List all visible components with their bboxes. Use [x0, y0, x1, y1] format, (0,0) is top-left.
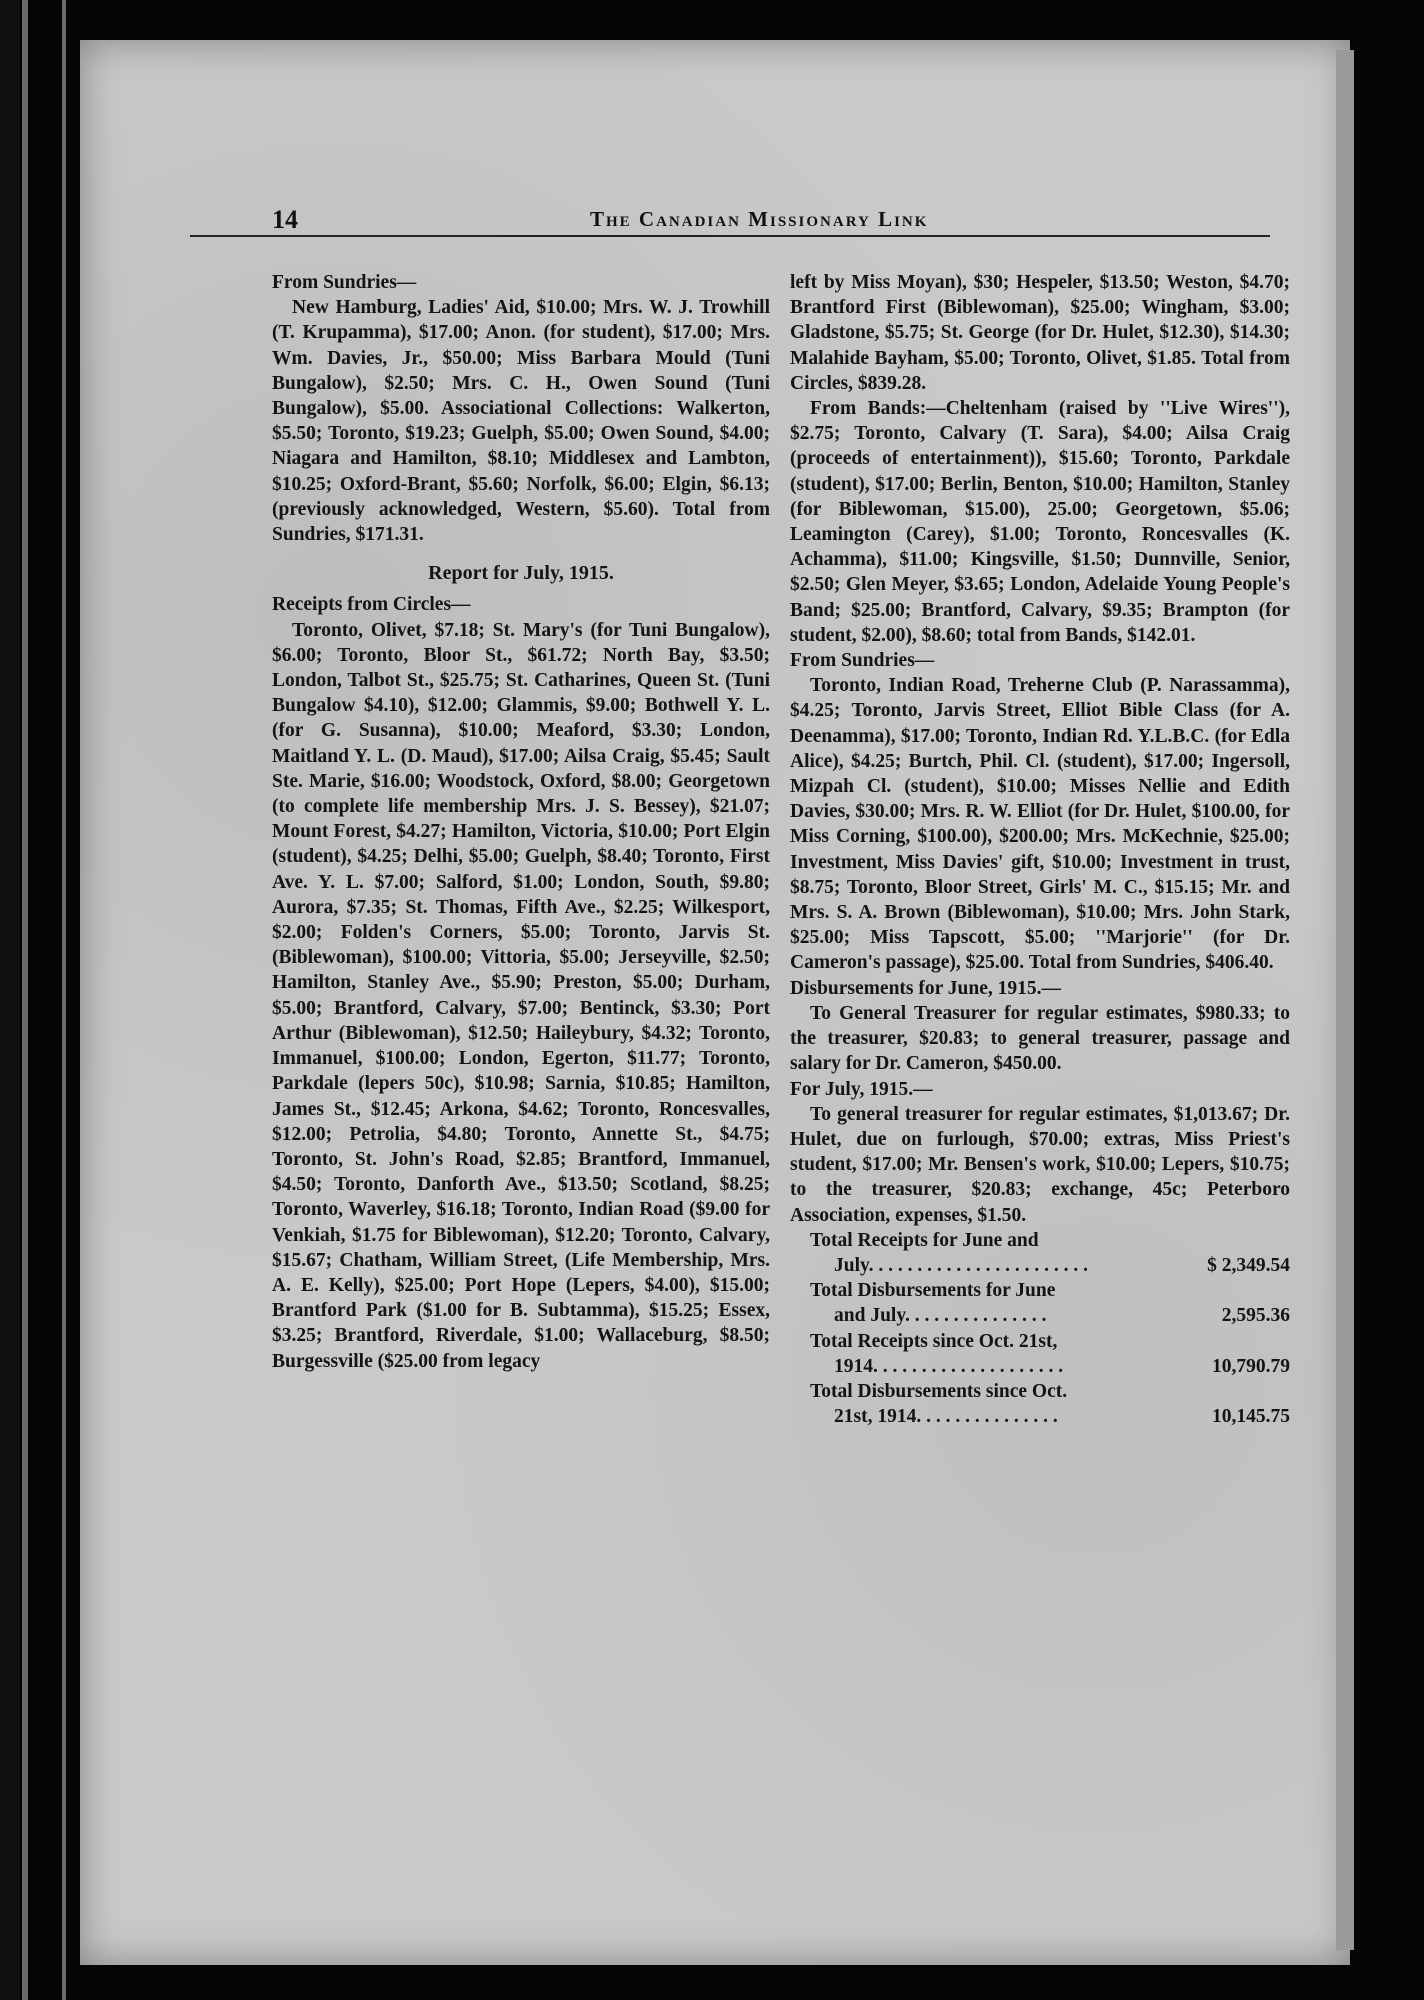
right-column — [790, 270, 1290, 1429]
paragraph-disbursements-july: To general treasurer for regular estimates, $1,013.67; Dr. Hulet, due on furlough, $70.00; extras, Miss Priest's student, $17.00; Mr. Bensen's work, $10.00; Lepers, $10.75; to the treasurer, $20.83; exchange, 45c; Peterboro Association, expenses, $1.50. — [790, 1103, 1290, 1226]
paragraph-sundries-july: Toronto, Indian Road, Treherne Club (P. Narassamma), $4.25; Toronto, Jarvis Street, Elliot Bible Class (for A. Deenamma), $17.00; Toronto, Indian Rd. Y.L.B.C. (for Edla Alice), $4.25; Burtch, Phil. Cl. (student), $17.00; Ingersoll, Mizpah Cl. (student), $10.00; Misses Nellie and Edith Davies, $30.00; Mrs. R. W. Elliot (for Dr. Hulet, $100.00, for Miss Corning, $100.00), $200.00; Mrs. McKechnie, $25.00; Investment, Miss Davies' gift, $10.00; Investment in trust, $8.75; Toronto, Bloor Street, Girls' M. C., $15.15; Mr. and Mrs. S. A. Brown (Biblewoman), $10.00; Mrs. John Stark, $25.00; Miss Tapscott, $5.00; ''Marjorie'' (for Dr. Cameron's passage), $25.00. Total from Sundries, $406.40. — [790, 675, 1290, 974]
paragraph-circles: Toronto, Olivet, $7.18; St. Mary's (for Tuni Bungalow), $6.00; Toronto, Bloor St., $61.72; North Bay, $3.50; London, Talbot St., $25.75; St. Catharines, Queen St. (Tuni Bungalow $4.10), $12.00; Glammis, $9.00; Bothwell Y. L. (for G. Susanna), $10.00; Meaford, $3.30; London, Maitland Y. L. (D. Maud), $17.00; Ailsa Craig, $5.45; Sault Ste. Marie, $16.00; Woodstock, Oxford, $8.00; Georgetown (to complete life membership Mrs. J. S. Bessey), $21.07; Mount Forest, $4.27; Hamilton, Victoria, $10.00; Port Elgin (student), $4.25; Delhi, $5.00; Guelph, $8.40; Toronto, First Ave. Y. L. $7.00; Salford, $1.00; London, South, $9.80; Aurora, $7.35; St. Thomas, Fifth Ave., $2.25; Wilkesport, $2.00; Folden's Corners, $5.00; Toronto, Jarvis St. (Biblewoman), $100.00; Vittoria, $5.00; Jerseyville, $2.50; Hamilton, Stanley Ave., $5.90; Preston, $5.00; Durham, $5.00; Brantford, Calvary, $7.00; Bentinck, $3.30; Port Arthur (Biblewoman), $12.50; Haileybury, $4.32; Toronto, Immanuel, $100.00; London, Egerton, $11.77; Toronto, Parkdale (lepers 50c), $10.98; Sarnia, $10.85; Hamilton, James St., $12.45; Arkona, $4.62; Toronto, Roncesvalles, $12.00; Petrolia, $4.80; Toronto, Annette St., $4.75; Toronto, St. John's Road, $2.85; Brantford, Immanuel, $4.50; Toronto, Danforth Ave., $13.50; Scotland, $8.25; Toronto, Waverley, $16.18; Toronto, Indian Road ($9.00 for Venkiah, $1.75 for Biblewoman), $12.20; Toronto, Calvary, $15.67; Chatham, William Street, (Life Membership, Mrs. A. E. Kelly), $25.00; Port Hope (Lepers, $4.00), $15.00; Brantford Park ($1.00 for B. Subtamma), $15.25; Essex, $3.25; Brantford, Riverdale, $1.00; Wallaceburg, $8.50; Burgessville ($25.00 from legacy — [272, 619, 770, 1372]
totals-amount: 10,145.75 — [1212, 1406, 1290, 1428]
totals-label: Total Receipts for June and — [810, 1229, 1039, 1251]
paragraph-circles-continued: left by Miss Moyan), $30; Hespeler, $13.50; Weston, $4.70; Brantford First (Biblewoman), $25.00; Wingham, $3.00; Gladstone, $5.75; St. George (for Dr. Hulet, $12.30), $14.30; Malahide Bayham, $5.00; Toronto, Olivet, $1.85. Total from Circles, $839.28. — [790, 272, 1290, 394]
running-title: The Canadian Missionary Link — [590, 207, 929, 231]
totals-amount: $ 2,349.54 — [1207, 1254, 1290, 1276]
page-number: 14 — [272, 205, 298, 234]
paragraph-disbursements-june: To General Treasurer for regular estimates, $980.33; to the treasurer, $20.83; to general treasurer, passage and salary for Dr. Cameron, $450.00. — [790, 1002, 1290, 1075]
section-heading: From Sundries— — [272, 272, 417, 293]
section-heading: From Sundries— — [790, 650, 935, 672]
section-heading: Disbursements for June, 1915.— — [790, 977, 1062, 999]
report-title: Report for July, 1915. — [428, 562, 614, 585]
page-header — [190, 205, 1270, 237]
binding-line — [22, 0, 28, 2000]
totals-label-continued: July. . . . . . . . . . . . . . . . . . . . . . . — [834, 1254, 1089, 1276]
totals-label-continued: and July. . . . . . . . . . . . . . . — [834, 1305, 1047, 1327]
totals-label-continued: 1914. . . . . . . . . . . . . . . . . . . . — [834, 1355, 1064, 1377]
section-heading: Receipts from Circles— — [272, 594, 471, 616]
totals-label-continued: 21st, 1914. . . . . . . . . . . . . . . — [834, 1406, 1058, 1428]
totals-amount: 10,790.79 — [1212, 1355, 1290, 1377]
paragraph-sundries: New Hamburg, Ladies' Aid, $10.00; Mrs. W. J. Trowhill (T. Krupamma), $17.00; Anon. (for student), $17.00; Mrs. Wm. Davies, Jr., $50.00; Miss Barbara Mould (Tuni Bungalow), $2.50; Mrs. C. H., Owen Sound (Tuni Bungalow), $5.00. Associational Collections: Walkerton, $5.50; Toronto, $19.23; Guelph, $5.00; Owen Sound, $4.00; Niagara and Hamilton, $8.10; Middlesex and Lambton, $10.25; Oxford-Brant, $5.60; Norfolk, $6.00; Elgin, $6.13; (previously acknowledged, Western, $5.60). Total from Sundries, $171.31. — [272, 297, 770, 546]
paragraph-bands: From Bands:—Cheltenham (raised by ''Live Wires''), $2.75; Toronto, Calvary (T. Sara), $4.00; Ailsa Craig (proceeds of entertainment)), $15.60; Toronto, Parkdale (student), $17.00; Berlin, Benton, $10.00; Hamilton, Stanley (for Biblewoman, $15.00), 25.00; Georgetown, $5.06; Leamington (Carey), $1.00; Toronto, Roncesvalles (K. Achamma), $11.00; Kingsville, $1.50; Dunnville, Senior, $2.50; Glen Meyer, $3.65; London, Adelaide Young People's Band; $25.00; Brantford, Calvary, $9.35; Brampton (for student, $2.00), $8.60; total from Bands, $142.01. — [790, 398, 1290, 646]
totals-row — [790, 1329, 1290, 1379]
page-right-edge — [1336, 50, 1354, 1950]
totals-amount: 2,595.36 — [1221, 1305, 1290, 1327]
totals-label: Total Disbursements since Oct. — [810, 1380, 1068, 1402]
binding-line — [62, 0, 66, 2000]
totals-row — [790, 1379, 1290, 1429]
totals-label: Total Disbursements for June — [810, 1280, 1056, 1302]
totals-table — [790, 1228, 1290, 1430]
binding-shadow-left — [0, 0, 20, 2000]
totals-label: Total Receipts since Oct. 21st, — [810, 1330, 1058, 1352]
section-heading: For July, 1915.— — [790, 1078, 933, 1100]
left-column — [272, 270, 770, 1374]
totals-row — [790, 1228, 1290, 1278]
totals-row — [790, 1278, 1290, 1328]
